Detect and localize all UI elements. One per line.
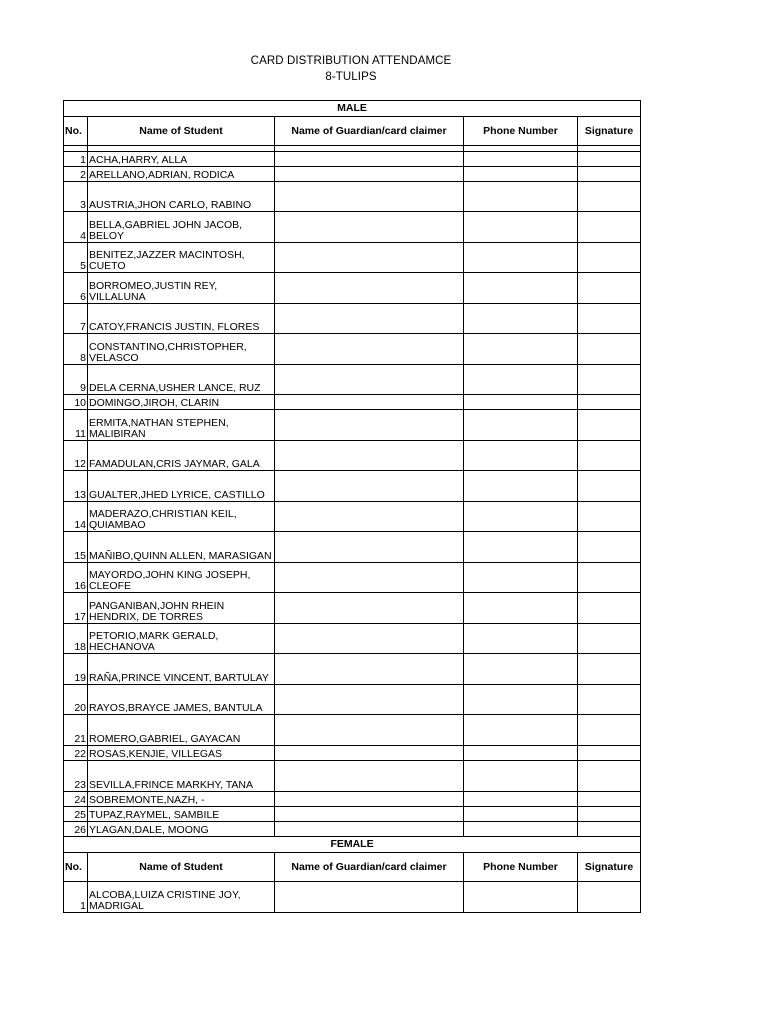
signature-cell[interactable] <box>578 441 641 471</box>
phone-cell[interactable] <box>464 395 578 410</box>
student-number: 18 <box>64 624 88 654</box>
signature-cell[interactable] <box>578 715 641 746</box>
phone-cell[interactable] <box>464 212 578 243</box>
guardian-cell[interactable] <box>275 654 464 685</box>
student-number: 2 <box>64 167 88 182</box>
guardian-cell[interactable] <box>275 167 464 182</box>
header-phone-number: Phone Number <box>464 117 578 146</box>
student-name: BELLA,GABRIEL JOHN JACOB, BELOY <box>88 212 275 243</box>
student-name: SEVILLA,FRINCE MARKHY, TANA <box>88 761 275 792</box>
student-name: FAMADULAN,CRIS JAYMAR, GALA <box>88 441 275 471</box>
signature-cell[interactable] <box>578 167 641 182</box>
male-section-label: MALE <box>64 101 641 117</box>
student-number: 1 <box>64 152 88 167</box>
signature-cell[interactable] <box>578 761 641 792</box>
student-name: MAYORDO,JOHN KING JOSEPH, CLEOFE <box>88 563 275 593</box>
header-student-name: Name of Student <box>88 117 275 146</box>
student-row <box>64 807 641 822</box>
student-number: 26 <box>64 822 88 837</box>
signature-cell[interactable] <box>578 563 641 593</box>
student-row <box>64 624 641 654</box>
student-row <box>64 395 641 410</box>
signature-cell[interactable] <box>578 807 641 822</box>
student-name: PANGANIBAN,JOHN RHEIN HENDRIX, DE TORRES <box>88 593 275 624</box>
student-number: 21 <box>64 715 88 746</box>
phone-cell[interactable] <box>464 624 578 654</box>
guardian-cell[interactable] <box>275 822 464 837</box>
guardian-cell[interactable] <box>275 182 464 212</box>
signature-cell[interactable] <box>578 654 641 685</box>
phone-cell[interactable] <box>464 365 578 395</box>
student-name: ACHA,HARRY, ALLA <box>88 152 275 167</box>
guardian-cell[interactable] <box>275 365 464 395</box>
signature-cell[interactable] <box>578 365 641 395</box>
header-phone-number: Phone Number <box>464 853 578 882</box>
phone-cell[interactable] <box>464 563 578 593</box>
guardian-cell[interactable] <box>275 761 464 792</box>
student-name: GUALTER,JHED LYRICE, CASTILLO <box>88 471 275 502</box>
student-row <box>64 761 641 792</box>
phone-cell[interactable] <box>464 822 578 837</box>
student-row <box>64 502 641 532</box>
student-row <box>64 532 641 563</box>
student-name: DOMINGO,JIROH, CLARIN <box>88 395 275 410</box>
student-name: CATOY,FRANCIS JUSTIN, FLORES <box>88 304 275 334</box>
student-row <box>64 365 641 395</box>
header-no: No. <box>64 117 88 146</box>
guardian-cell[interactable] <box>275 882 464 913</box>
student-number: 23 <box>64 761 88 792</box>
student-number: 4 <box>64 212 88 243</box>
phone-cell[interactable] <box>464 334 578 365</box>
male-section-row <box>64 101 641 117</box>
student-row <box>64 471 641 502</box>
signature-cell[interactable] <box>578 882 641 913</box>
student-number: 5 <box>64 243 88 273</box>
signature-cell[interactable] <box>578 822 641 837</box>
student-number: 6 <box>64 273 88 304</box>
signature-cell[interactable] <box>578 471 641 502</box>
phone-cell[interactable] <box>464 882 578 913</box>
guardian-cell[interactable] <box>275 792 464 807</box>
guardian-cell[interactable] <box>275 395 464 410</box>
guardian-cell[interactable] <box>275 273 464 304</box>
guardian-cell[interactable] <box>275 243 464 273</box>
student-number: 3 <box>64 182 88 212</box>
student-row <box>64 822 641 837</box>
student-row <box>64 243 641 273</box>
guardian-cell[interactable] <box>275 685 464 715</box>
signature-cell[interactable] <box>578 304 641 334</box>
phone-cell[interactable] <box>464 685 578 715</box>
student-row <box>64 882 641 913</box>
guardian-cell[interactable] <box>275 304 464 334</box>
student-row <box>64 715 641 746</box>
student-row <box>64 410 641 441</box>
signature-cell[interactable] <box>578 593 641 624</box>
student-number: 17 <box>64 593 88 624</box>
signature-cell[interactable] <box>578 182 641 212</box>
female-header-row <box>64 853 641 882</box>
header-no: No. <box>64 853 88 882</box>
student-number: 8 <box>64 334 88 365</box>
student-row <box>64 182 641 212</box>
signature-cell[interactable] <box>578 502 641 532</box>
header-signature: Signature <box>578 117 641 146</box>
student-name: ERMITA,NATHAN STEPHEN, MALIBIRAN <box>88 410 275 441</box>
guardian-cell[interactable] <box>275 593 464 624</box>
student-number: 7 <box>64 304 88 334</box>
student-name: RAÑA,PRINCE VINCENT, BARTULAY <box>88 654 275 685</box>
guardian-cell[interactable] <box>275 624 464 654</box>
document-title: CARD DISTRIBUTION ATTENDAMCE <box>250 55 452 67</box>
header-guardian-name: Name of Guardian/card claimer <box>275 117 464 146</box>
student-name: BENITEZ,JAZZER MACINTOSH, CUETO <box>88 243 275 273</box>
student-name: CONSTANTINO,CHRISTOPHER, VELASCO <box>88 334 275 365</box>
phone-cell[interactable] <box>464 792 578 807</box>
guardian-cell[interactable] <box>275 471 464 502</box>
student-row <box>64 304 641 334</box>
male-header-row <box>64 117 641 146</box>
student-row <box>64 441 641 471</box>
signature-cell[interactable] <box>578 395 641 410</box>
phone-cell[interactable] <box>464 807 578 822</box>
phone-cell[interactable] <box>464 532 578 563</box>
attendance-table <box>63 100 641 913</box>
student-name: AUSTRIA,JHON CARLO, RABINO <box>88 182 275 212</box>
signature-cell[interactable] <box>578 273 641 304</box>
student-number: 12 <box>64 441 88 471</box>
phone-cell[interactable] <box>464 654 578 685</box>
student-row <box>64 746 641 761</box>
student-number: 13 <box>64 471 88 502</box>
student-name: MADERAZO,CHRISTIAN KEIL, QUIAMBAO <box>88 502 275 532</box>
phone-cell[interactable] <box>464 152 578 167</box>
signature-cell[interactable] <box>578 624 641 654</box>
guardian-cell[interactable] <box>275 410 464 441</box>
student-name: DELA CERNA,USHER LANCE, RUZ <box>88 365 275 395</box>
student-row <box>64 273 641 304</box>
phone-cell[interactable] <box>464 167 578 182</box>
phone-cell[interactable] <box>464 761 578 792</box>
student-number: 24 <box>64 792 88 807</box>
student-name: MAÑIBO,QUINN ALLEN, MARASIGAN <box>88 532 275 563</box>
student-number: 9 <box>64 365 88 395</box>
student-number: 14 <box>64 502 88 532</box>
student-row <box>64 563 641 593</box>
signature-cell[interactable] <box>578 792 641 807</box>
student-number: 10 <box>64 395 88 410</box>
header-student-name: Name of Student <box>88 853 275 882</box>
student-number: 25 <box>64 807 88 822</box>
student-name: ROSAS,KENJIE, VILLEGAS <box>88 746 275 761</box>
student-number: 1 <box>64 882 88 913</box>
phone-cell[interactable] <box>464 182 578 212</box>
signature-cell[interactable] <box>578 746 641 761</box>
student-name: ARELLANO,ADRIAN, RODICA <box>88 167 275 182</box>
phone-cell[interactable] <box>464 746 578 761</box>
phone-cell[interactable] <box>464 593 578 624</box>
phone-cell[interactable] <box>464 471 578 502</box>
student-number: 11 <box>64 410 88 441</box>
student-row <box>64 792 641 807</box>
guardian-cell[interactable] <box>275 334 464 365</box>
student-number: 22 <box>64 746 88 761</box>
signature-cell[interactable] <box>578 334 641 365</box>
student-name: YLAGAN,DALE, MOONG <box>88 822 275 837</box>
signature-cell[interactable] <box>578 685 641 715</box>
phone-cell[interactable] <box>464 243 578 273</box>
student-number: 15 <box>64 532 88 563</box>
guardian-cell[interactable] <box>275 502 464 532</box>
section-name: 8-TULIPS <box>325 71 377 83</box>
signature-cell[interactable] <box>578 212 641 243</box>
guardian-cell[interactable] <box>275 746 464 761</box>
student-name: ROMERO,GABRIEL, GAYACAN <box>88 715 275 746</box>
guardian-cell[interactable] <box>275 807 464 822</box>
student-name: ALCOBA,LUIZA CRISTINE JOY, MADRIGAL <box>88 882 275 913</box>
guardian-cell[interactable] <box>275 152 464 167</box>
student-row <box>64 152 641 167</box>
guardian-cell[interactable] <box>275 532 464 563</box>
header-guardian-name: Name of Guardian/card claimer <box>275 853 464 882</box>
student-number: 19 <box>64 654 88 685</box>
signature-cell[interactable] <box>578 410 641 441</box>
student-name: BORROMEO,JUSTIN REY, VILLALUNA <box>88 273 275 304</box>
signature-cell[interactable] <box>578 532 641 563</box>
signature-cell[interactable] <box>578 152 641 167</box>
phone-cell[interactable] <box>464 304 578 334</box>
female-section-label: FEMALE <box>64 837 641 853</box>
student-row <box>64 654 641 685</box>
student-name: TUPAZ,RAYMEL, SAMBILE <box>88 807 275 822</box>
student-name: RAYOS,BRAYCE JAMES, BANTULA <box>88 685 275 715</box>
guardian-cell[interactable] <box>275 563 464 593</box>
phone-cell[interactable] <box>464 502 578 532</box>
student-name: PETORIO,MARK GERALD, HECHANOVA <box>88 624 275 654</box>
phone-cell[interactable] <box>464 715 578 746</box>
student-row <box>64 685 641 715</box>
female-section-row <box>64 837 641 853</box>
student-row <box>64 593 641 624</box>
guardian-cell[interactable] <box>275 212 464 243</box>
signature-cell[interactable] <box>578 243 641 273</box>
student-row <box>64 167 641 182</box>
student-row <box>64 212 641 243</box>
guardian-cell[interactable] <box>275 441 464 471</box>
phone-cell[interactable] <box>464 441 578 471</box>
student-number: 20 <box>64 685 88 715</box>
guardian-cell[interactable] <box>275 715 464 746</box>
student-number: 16 <box>64 563 88 593</box>
phone-cell[interactable] <box>464 410 578 441</box>
student-name: SOBREMONTE,NAZH, - <box>88 792 275 807</box>
header-signature: Signature <box>578 853 641 882</box>
phone-cell[interactable] <box>464 273 578 304</box>
student-row <box>64 334 641 365</box>
